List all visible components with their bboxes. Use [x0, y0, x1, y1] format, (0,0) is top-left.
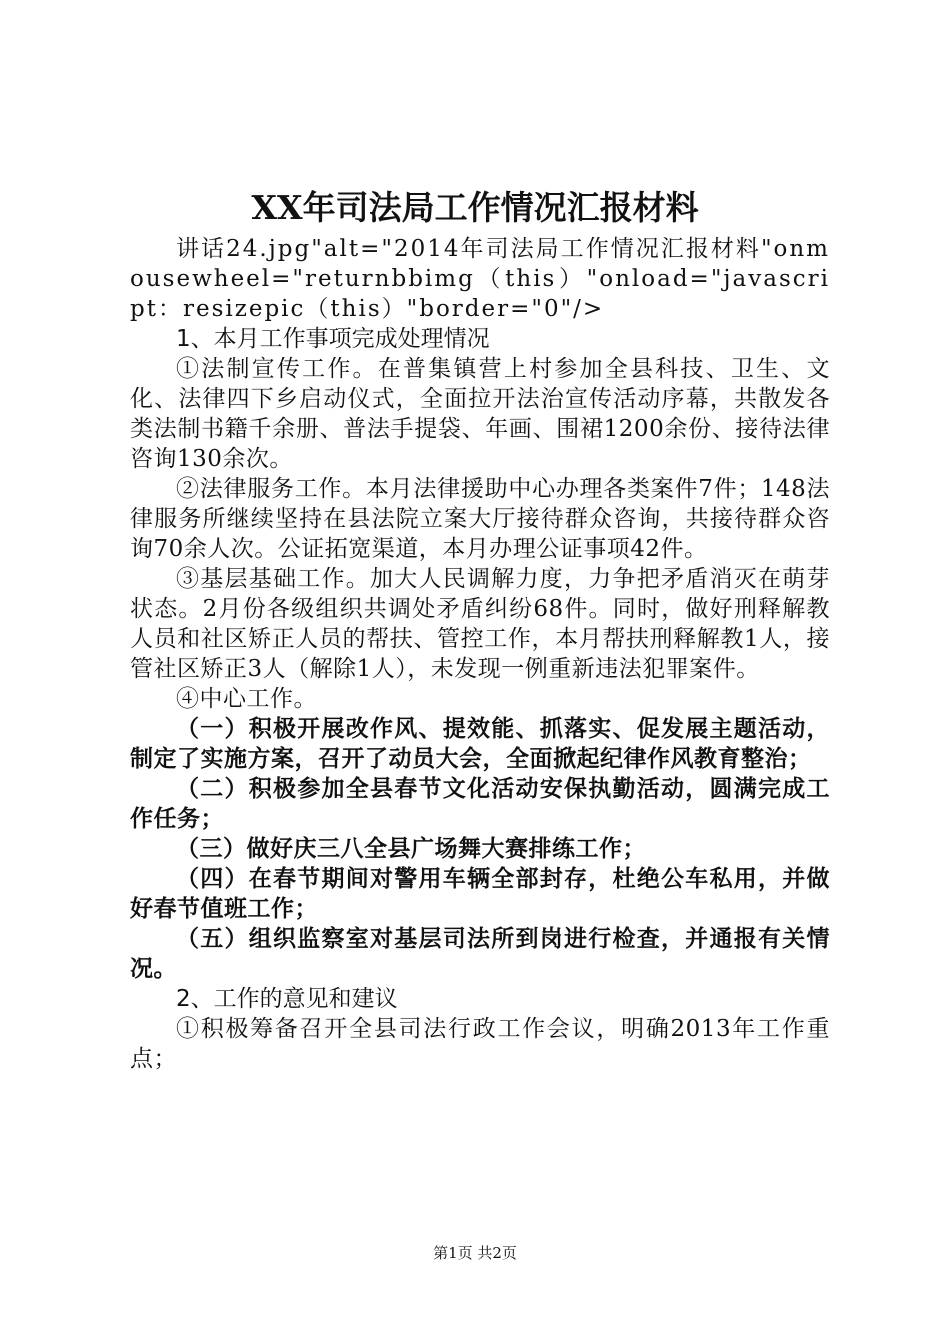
section-heading-2: 2、工作的意见和建议: [176, 986, 398, 1012]
list-item-2: （二）积极参加全县春节文化活动安保执勤活动，圆满完成工作任务；: [130, 776, 830, 832]
paragraph-grassroots-work: ③基层基础工作。加大人民调解力度，力争把矛盾消灭在萌芽状态。2月份各级组织共调处矛盾纠纷68件。同时，做好刑释解教人员和社区矫正人员的帮扶、管控工作，本月帮扶刑释解教1人，接管社区矫正3人（解除1人），未发现一例重新违法犯罪案件。: [130, 566, 830, 682]
document-body: [130, 234, 830, 1074]
paragraph-legal-publicity: ①法制宣传工作。在普集镇营上村参加全县科技、卫生、文化、法律四下乡启动仪式，全面拉开法治宣传活动序幕，共散发各类法制书籍千余册、普法手提袋、年画、围裙1200余份、接待法律咨询130余次。: [130, 356, 830, 472]
list-item-1: （一）积极开展改作风、提效能、抓落实、促发展主题活动，制定了实施方案，召开了动员大会，全面掀起纪律作风教育整治；: [130, 716, 830, 772]
list-item-4: （四）在春节期间对警用车辆全部封存，杜绝公车私用，并做好春节值班工作；: [130, 866, 830, 922]
page-indicator: 第1页 共2页: [433, 1244, 517, 1262]
paragraph-legal-service: ②法律服务工作。本月法律援助中心办理各类案件7件；148法律服务所继续坚持在县法院立案大厅接待群众咨询，共接待群众咨询70余人次。公证拓宽渠道，本月办理公证事项42件。: [130, 476, 830, 562]
document-title: XX年司法局工作情况汇报材料: [251, 188, 699, 227]
paragraph-image-markup: 讲话24.jpg"alt="2014年司法局工作情况汇报材料"onmousewheel="returnbbimg（this）"onload="javascript：resizepic（this）"border="0"/>: [130, 236, 830, 322]
paragraph-suggestion-1: ①积极筹备召开全县司法行政工作会议，明确2013年工作重点；: [130, 1016, 830, 1072]
list-item-5: （五）组织监察室对基层司法所到岗进行检查，并通报有关情况。: [130, 926, 830, 982]
paragraph-central-work: ④中心工作。: [176, 686, 317, 712]
section-heading-1: 1、本月工作事项完成处理情况: [176, 326, 490, 352]
list-item-3: （三）做好庆三八全县广场舞大赛排练工作；: [176, 836, 646, 862]
